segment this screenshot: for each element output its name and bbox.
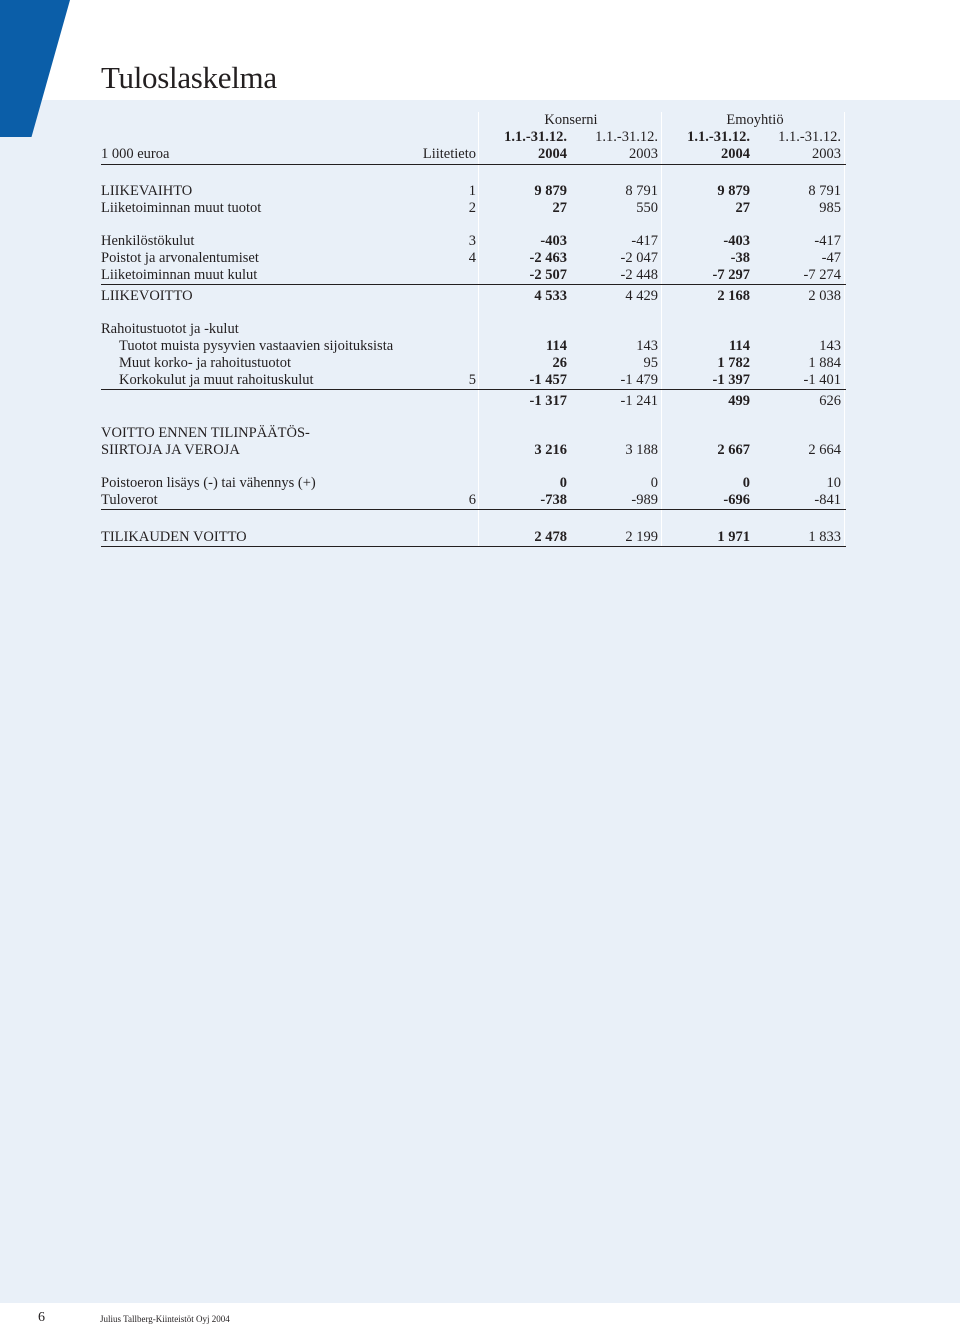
row-note: 4 (468, 250, 476, 266)
value-emoyhtio-2004: 0 (742, 475, 750, 491)
row-muut-tuotot (101, 200, 846, 217)
value-emoyhtio-2004: -7 297 (712, 267, 750, 283)
row-label: Liiketoiminnan muut tuotot (101, 200, 262, 216)
section-heading: Rahoitustuotot ja -kulut (101, 321, 239, 337)
row-korkotuotot (101, 355, 846, 372)
value-emoyhtio-2004: -38 (730, 250, 750, 266)
column-period-emoyhtio-2003: 1.1.-31.12. (778, 129, 841, 145)
value-konserni-2003: 95 (643, 355, 658, 371)
column-year-emoyhtio-2004: 2004 (721, 146, 750, 162)
value-emoyhtio-2003: 985 (819, 200, 841, 216)
value-emoyhtio-2004: -1 397 (712, 372, 750, 388)
value-emoyhtio-2003: -47 (821, 250, 841, 266)
value-emoyhtio-2003: 1 833 (808, 529, 841, 545)
value-konserni-2004: 0 (559, 475, 567, 491)
column-period-konserni-2003: 1.1.-31.12. (595, 129, 658, 145)
value-konserni-2004: -403 (540, 233, 567, 249)
value-emoyhtio-2004: 114 (729, 338, 750, 354)
value-emoyhtio-2003: -7 274 (803, 267, 841, 283)
row-label: Korkokulut ja muut rahoituskulut (119, 372, 314, 388)
row-tuloverot (101, 492, 846, 509)
value-emoyhtio-2003: -1 401 (803, 372, 841, 388)
value-konserni-2003: -989 (631, 492, 658, 508)
column-year-emoyhtio-2003: 2003 (812, 146, 841, 162)
row-voitto-ennen-line1 (101, 425, 846, 442)
row-label: LIIKEVOITTO (101, 288, 193, 304)
row-label: SIIRTOJA JA VEROJA (101, 442, 240, 458)
value-konserni-2003: -417 (631, 233, 658, 249)
row-tuotot-sijoituksista (101, 338, 846, 355)
value-emoyhtio-2003: 2 664 (808, 442, 841, 458)
row-label: Poistoeron lisäys (-) tai vähennys (+) (101, 475, 316, 491)
value-konserni-2004: 26 (552, 355, 567, 371)
column-year-konserni-2004: 2004 (538, 146, 567, 162)
value-emoyhtio-2003: 8 791 (808, 183, 841, 199)
value-konserni-2003: 550 (636, 200, 658, 216)
row-label: Tuloverot (101, 492, 158, 508)
value-emoyhtio-2003: -841 (814, 492, 841, 508)
row-label: Henkilöstökulut (101, 233, 195, 249)
value-emoyhtio-2004: 1 971 (717, 529, 750, 545)
row-note: 6 (468, 492, 476, 508)
row-liikevaihto (101, 183, 846, 200)
row-label: VOITTO ENNEN TILINPÄÄTÖS- (101, 425, 310, 441)
table-header (101, 112, 846, 163)
group-header-konserni: Konserni (544, 112, 598, 128)
page-title: Tuloslaskelma (101, 60, 277, 95)
value-konserni-2004: -738 (540, 492, 567, 508)
row-note: 2 (468, 200, 476, 216)
column-period-emoyhtio-2004: 1.1.-31.12. (687, 129, 750, 145)
group-header-emoyhtio: Emoyhtiö (726, 112, 784, 128)
unit-label: 1 000 euroa (101, 146, 170, 162)
value-emoyhtio-2003: 626 (819, 393, 841, 409)
page-footer (38, 1310, 338, 1326)
value-emoyhtio-2004: -696 (723, 492, 750, 508)
value-konserni-2004: 4 533 (534, 288, 567, 304)
value-emoyhtio-2004: 1 782 (717, 355, 750, 371)
note-column-label: Liitetieto (422, 146, 476, 162)
total-rule (101, 546, 846, 547)
value-konserni-2003: -1 241 (620, 393, 658, 409)
value-emoyhtio-2004: 2 168 (717, 288, 750, 304)
row-liikevoitto (101, 288, 846, 305)
value-konserni-2003: 8 791 (625, 183, 658, 199)
row-note: 1 (468, 183, 476, 199)
value-emoyhtio-2003: 10 (826, 475, 841, 491)
subtotal-rule (101, 389, 846, 390)
footer-company: Julius Tallberg-Kiinteistöt Oyj 2004 (100, 1314, 230, 1324)
row-tilikauden-voitto (101, 529, 846, 546)
row-label: LIIKEVAIHTO (101, 183, 193, 199)
value-konserni-2004: 2 478 (534, 529, 567, 545)
row-henkilostokulut (101, 233, 846, 250)
value-konserni-2004: 9 879 (534, 183, 567, 199)
value-konserni-2003: -2 047 (620, 250, 658, 266)
row-poistoero (101, 475, 846, 492)
value-konserni-2003: -1 479 (620, 372, 658, 388)
row-poistot (101, 250, 846, 267)
value-konserni-2003: -2 448 (620, 267, 658, 283)
row-label: Tuotot muista pysyvien vastaavien sijoituksista (119, 338, 394, 354)
row-label: TILIKAUDEN VOITTO (101, 529, 247, 545)
row-note: 3 (468, 233, 476, 249)
value-emoyhtio-2003: 143 (819, 338, 841, 354)
value-emoyhtio-2004: 499 (728, 393, 750, 409)
subtotal-rule (101, 509, 846, 510)
row-note: 5 (468, 372, 476, 388)
page-number: 6 (38, 1310, 45, 1325)
value-emoyhtio-2004: 2 667 (717, 442, 750, 458)
row-rahoitus-yhteensa (101, 393, 846, 410)
row-label: Muut korko- ja rahoitustuotot (119, 355, 291, 371)
value-konserni-2003: 4 429 (625, 288, 658, 304)
row-rahoitus-heading (101, 321, 846, 338)
value-konserni-2004: 27 (552, 200, 567, 216)
value-konserni-2004: -2 507 (529, 267, 567, 283)
subtotal-rule (101, 284, 846, 285)
value-konserni-2004: 3 216 (534, 442, 567, 458)
row-muut-kulut (101, 267, 846, 284)
value-konserni-2004: -1 457 (529, 372, 567, 388)
row-korkokulut (101, 372, 846, 389)
value-konserni-2003: 2 199 (625, 529, 658, 545)
value-emoyhtio-2004: 9 879 (717, 183, 750, 199)
header-rule (101, 164, 846, 165)
value-emoyhtio-2003: -417 (814, 233, 841, 249)
value-konserni-2003: 3 188 (625, 442, 658, 458)
value-emoyhtio-2003: 1 884 (808, 355, 841, 371)
value-konserni-2003: 0 (650, 475, 658, 491)
value-konserni-2004: 114 (546, 338, 567, 354)
value-emoyhtio-2004: 27 (735, 200, 750, 216)
value-konserni-2004: -2 463 (529, 250, 567, 266)
column-period-konserni-2004: 1.1.-31.12. (504, 129, 567, 145)
row-label: Poistot ja arvonalentumiset (101, 250, 259, 266)
value-konserni-2004: -1 317 (529, 393, 567, 409)
column-year-konserni-2003: 2003 (629, 146, 658, 162)
row-label: Liiketoiminnan muut kulut (101, 267, 258, 283)
value-emoyhtio-2004: -403 (723, 233, 750, 249)
value-konserni-2003: 143 (636, 338, 658, 354)
value-emoyhtio-2003: 2 038 (808, 288, 841, 304)
row-voitto-ennen (101, 442, 846, 459)
